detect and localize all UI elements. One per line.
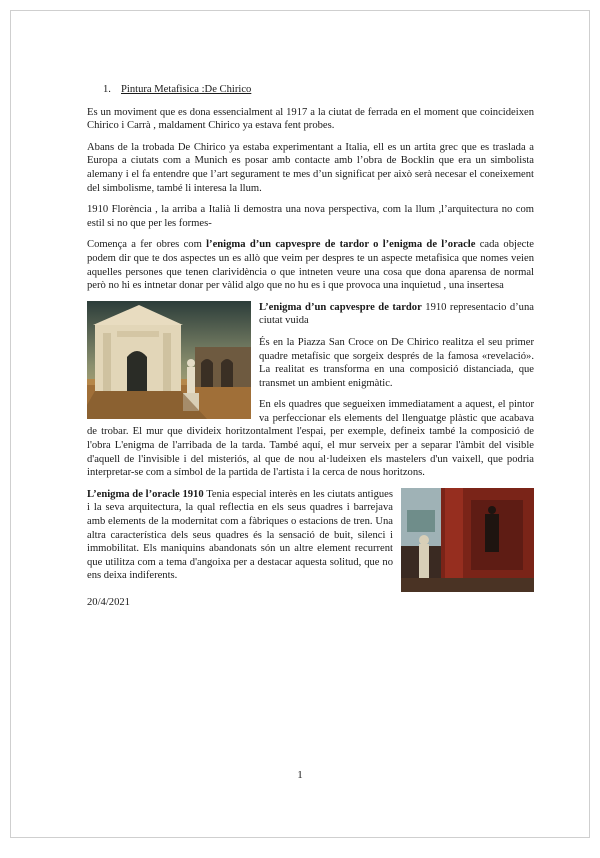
works-description: cada objecte podem dir que te dos aspectes un es allò que veim per despres te un aspecte metafisica que nomes veien aquelles persones que tenen clarividència o que intneten veure una cosa que dona aparensa de normal però no hi es intnetar donar per vàlid algo que no hu es i que provoca una inquietud , una insertesa: [87, 239, 534, 292]
paragraph-bocklin: Abans de la trobada De Chirico ya estaba experimentant a Italia, ell es un artita grec que es traslada a Europa a ciutats com a Munich es posar amb contacte amb l’obra de Bocklin que era un simbolista alemany i el fa entendre que l’art segurament te mes d’un significat per això serà necesar el coneixement del simbolisme, també li interesa la llum.: [87, 141, 534, 194]
painting-enigma-oracle: [401, 488, 534, 592]
oracle-description: Tenia especial interès en les ciutats antigues i la seva arquitectura, la qual reflectia en els seus quadres i barrejava amb elements de la modernitat com a fàbriques o estacions de tren. Una altra característica dels seus quadres és la sensació de buit, silenci i immobilitat. Els maniquins abandonats són un altre element recurrent que utilitza com a tema d'angoixa per a destacar aquesta solitud, que no ens deixa indiferents.: [87, 488, 393, 582]
oracle-painting-title: L’enigma de l’oracle 1910: [87, 488, 204, 500]
works-intro: Comença a fer obres com: [87, 239, 207, 251]
autumn-painting-title: L’enigma d’un capvespre de tardor: [259, 301, 422, 313]
document-body: [87, 83, 534, 617]
painting-enigma-autumn-afternoon: [87, 301, 251, 419]
section-heading: [103, 83, 534, 97]
autumn-painting-caption: 1910 representacio d’una ciutat vuida: [259, 301, 534, 327]
page-number: 1: [297, 769, 303, 781]
works-titles: l’enigma d’un capvespre de tardor o l’enigma de l’oracle: [206, 239, 476, 251]
document-date: 20/4/2021: [87, 596, 130, 608]
heading-number: 1.: [103, 84, 111, 95]
paragraph-florence: 1910 Florència , la arriba a Italià li demostra una nova perspectiva, com la llum ,l’arquitectura no com estil si no que per les formes-: [87, 204, 534, 229]
heading-title: Pintura Metafisica :De Chirico: [121, 84, 252, 95]
paragraph-intro: Es un moviment que es dona essencialment al 1917 a la ciutat de ferrada en el moment que coincideixen Chirico i Carrà , maldament Chirico ya estava fent probes.: [87, 106, 534, 132]
paragraph-works: [87, 238, 534, 292]
paragraph-wall: En els quadres que segueixen immediatament a aquest, el pintor va perfeccionar els elements del llenguatge plàstic que acabava de trobar. El mur que divideix horitzontalment l'espai, per exemple, defineix també la composició de l'obra L'enigma de l'arribada de la tarda. També aquí, el mur serveix per a separar l'àmbit del visible d'aquell de l'invisible i del misteriós, al que de nou al·ludeixen els mastelers d'un vaixell, que podria interpretar-se com a símbol de la partida de l'artista i la cerca de nous horitzons.: [87, 399, 534, 479]
paragraph-santa-croce: És en la Piazza San Croce on De Chirico realitza el seu primer quadre metafísic que sorgeix després de la famosa «revelació». La realitat es transforma en una composició distanciada, que transmet un ambient enigmàtic.: [259, 336, 534, 389]
document-page: [10, 10, 590, 838]
